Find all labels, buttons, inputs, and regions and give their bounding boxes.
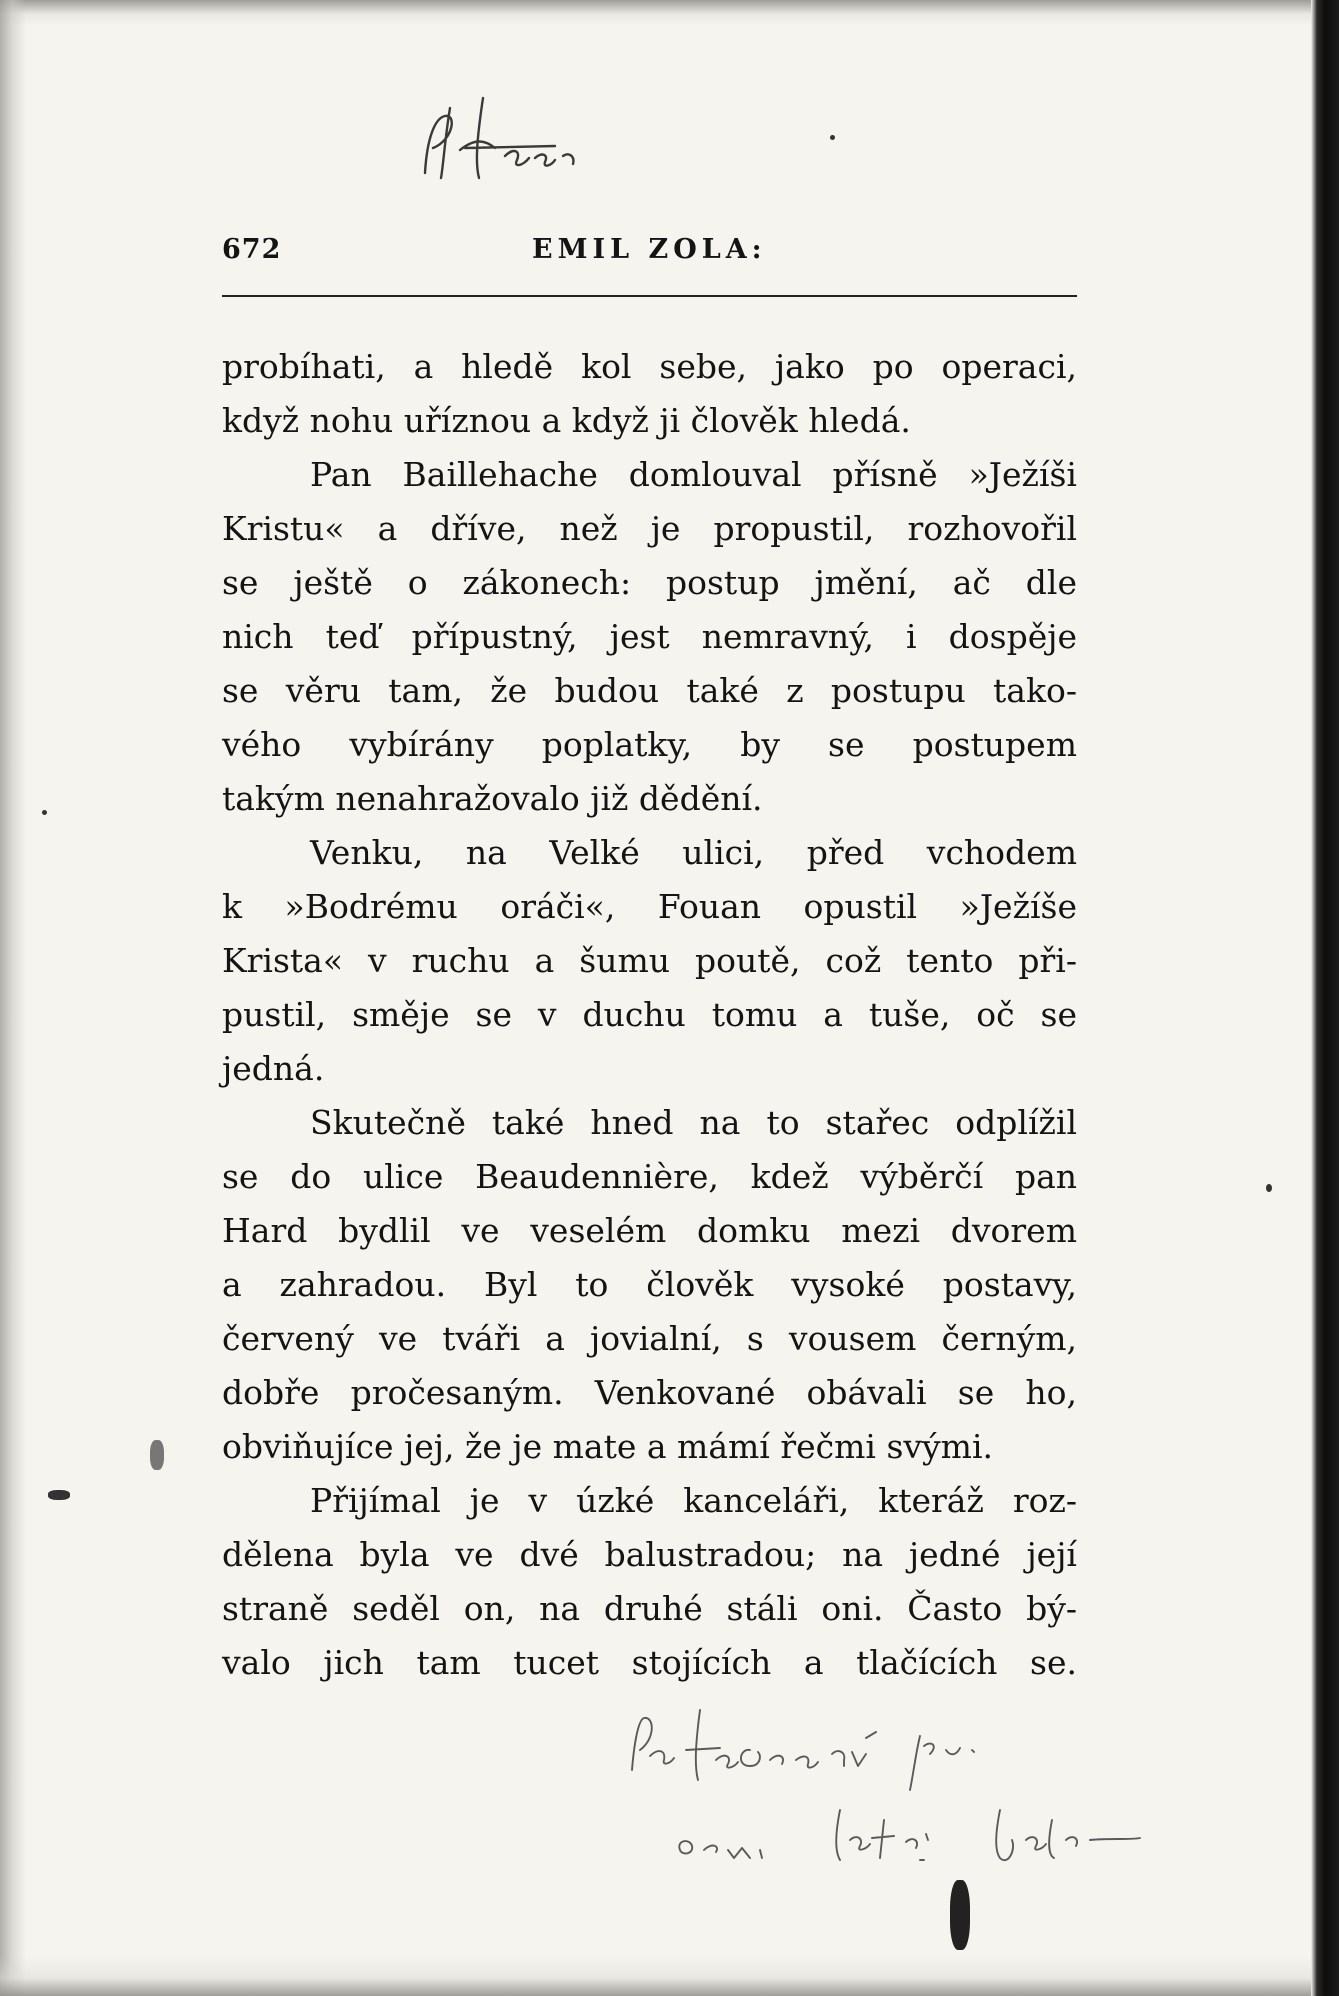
text-line: Krista« v ruchu a šumu poutě, což tento při- (222, 941, 1077, 980)
scan-edge-top (0, 0, 1339, 26)
text-line: jedná. (222, 1049, 325, 1088)
text-line: červený ve tváři a jovialní, s vousem černým, (222, 1319, 1077, 1358)
text-line: k »Bodrému oráči«, Fouan opustil »Ježíše (222, 887, 1077, 926)
running-head: EMIL ZOLA: (532, 234, 767, 265)
text-line: Venku, na Velké ulici, před vchodem (310, 833, 1077, 872)
text-line: dělena byla ve dvé balustradou; na jedné její (222, 1535, 1077, 1574)
header-rule (222, 295, 1077, 297)
scan-speck (1266, 1184, 1272, 1192)
handwriting-scribble-bottom (620, 1690, 1260, 1900)
page-header (222, 228, 1077, 268)
text-line: pustil, směje se v duchu tomu a tuše, oč se (222, 995, 1077, 1034)
text-line: se do ulice Beaudennière, kdež výběrčí pan (222, 1157, 1077, 1196)
scan-edge-bottom (0, 1956, 1339, 1996)
text-line: Skutečně také hned na to stařec odplížil (310, 1103, 1077, 1142)
text-line: valo jich tam tucet stojících a tlačících se. (222, 1643, 1077, 1682)
text-line: Hard bydlil ve veselém domku mezi dvorem (222, 1211, 1077, 1250)
handwriting-scribble-top (405, 78, 605, 198)
scan-speck (830, 135, 835, 140)
text-line: probíhati, a hledě kol sebe, jako po operaci, (222, 347, 1077, 386)
scan-speck (42, 810, 47, 815)
text-line: když nohu uříznou a když ji člověk hledá. (222, 401, 911, 440)
scan-edge-left (0, 0, 26, 1996)
scan-edge-right (1311, 0, 1339, 1996)
scan-speck (150, 1440, 164, 1470)
text-line: Pan Baillehache domlouval přísně »Ježíši (310, 455, 1077, 494)
text-line: dobře pročesaným. Venkované obávali se ho, (222, 1373, 1077, 1412)
text-line: nich teď přípustný, jest nemravný, i dospěje (222, 617, 1077, 656)
text-line: vého vybírány poplatky, by se postupem (222, 725, 1077, 764)
text-line: straně seděl on, na druhé stáli oni. Často bý- (222, 1589, 1077, 1628)
text-line: se věru tam, že budou také z postupu tako- (222, 671, 1077, 710)
text-line: obviňujíce jej, že je mate a mámí řečmi svými. (222, 1427, 994, 1466)
text-line: Kristu« a dříve, než je propustil, rozhovořil (222, 509, 1077, 548)
handwritten-bottom-note (620, 1690, 1260, 1900)
scan-speck (48, 1490, 70, 1500)
text-line: se ještě o zákonech: postup jmění, ač dle (222, 563, 1077, 602)
body-text (222, 340, 1077, 1690)
handwritten-top-note (405, 78, 605, 198)
scan-speck (950, 1880, 970, 1950)
text-line: a zahradou. Byl to člověk vysoké postavy, (222, 1265, 1077, 1304)
page-number: 672 (222, 234, 282, 265)
handwritten-top-text (405, 198, 406, 199)
handwritten-bottom-text (620, 1900, 621, 1901)
text-line: Přijímal je v úzké kanceláři, kteráž roz- (310, 1481, 1077, 1520)
text-line: takým nenahražovalo již dědění. (222, 779, 763, 818)
